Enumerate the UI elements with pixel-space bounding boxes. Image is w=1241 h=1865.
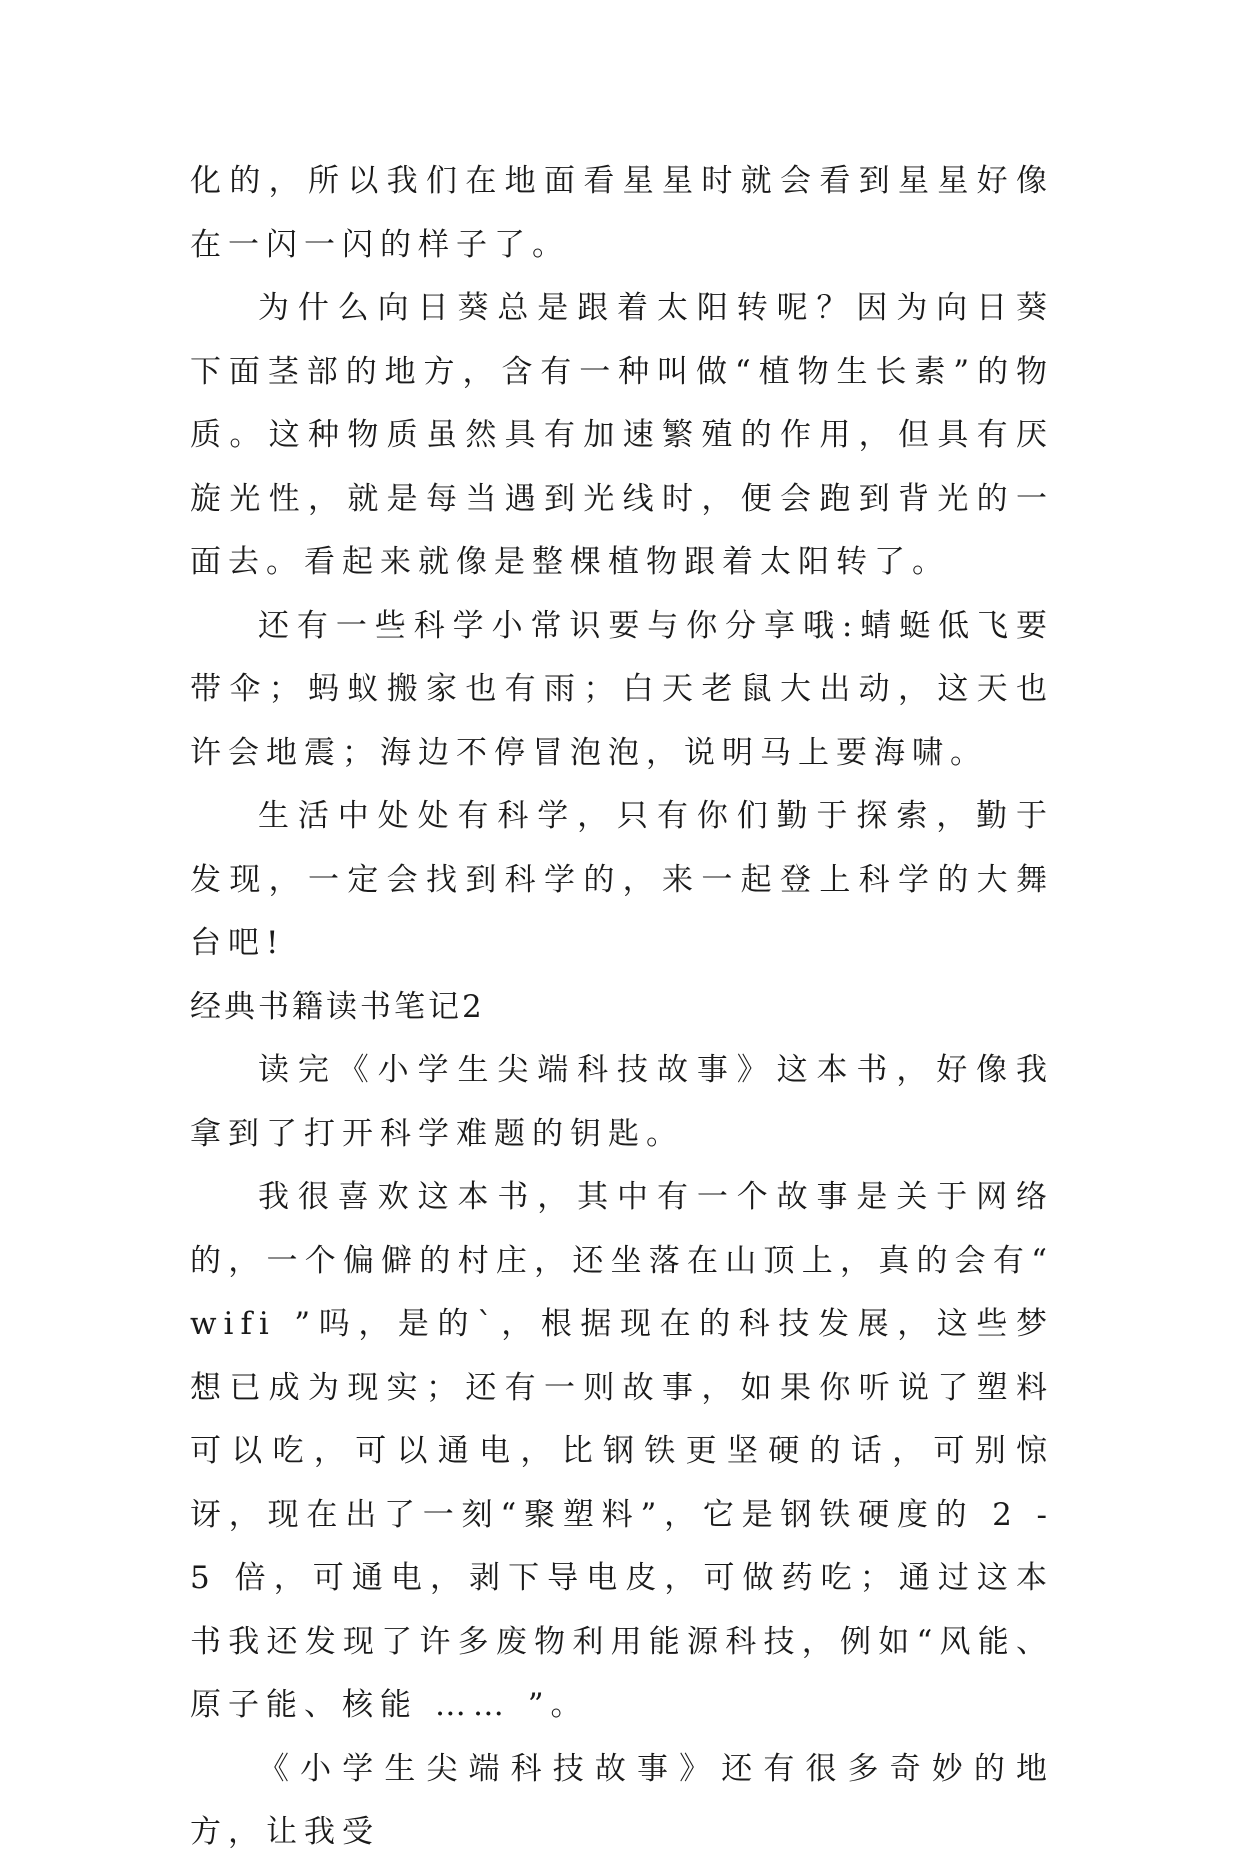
paragraph: 读完《小学生尖端科技故事》这本书，好像我拿到了打开科学难题的钥匙。 (190, 1052, 1054, 1152)
document-body (190, 150, 1054, 1865)
section-heading: 经典书籍读书笔记2 (190, 988, 485, 1025)
paragraph: 还有一些科学小常识要与你分享哦:蜻蜓低飞要带伞；蚂蚁搬家也有雨；白天老鼠大出动，这天也许会地震；海边不停冒泡泡，说明马上要海啸。 (190, 607, 1054, 771)
paragraph: 《小学生尖端科技故事》还有很多奇妙的地方，让我受 (190, 1750, 1054, 1850)
paragraph: 生活中处处有科学，只有你们勤于探索，勤于发现，一定会找到科学的，来一起登上科学的大舞台吧! (190, 798, 1054, 961)
paragraph: 为什么向日葵总是跟着太阳转呢？因为向日葵下面茎部的地方，含有一种叫做“植物生长素”的物质。这种物质虽然具有加速繁殖的作用，但具有厌旋光性，就是每当遇到光线时，便会跑到背光的一面去。看起来就像是整棵植物跟着太阳转了。 (190, 290, 1054, 580)
paragraph: 我很喜欢这本书，其中有一个故事是关于网络的，一个偏僻的村庄，还坐落在山顶上，真的会有“ wifi ”吗，是的`，根据现在的科技发展，这些梦想已成为现实；还有一则故事，如果你听说了塑料可以吃，可以通电，比钢铁更坚硬的话，可别惊讶，现在出了一刻“聚塑料”，它是钢铁硬度的 2 - 5 倍，可通电，剥下导电皮，可做药吃；通过这本书我还发现了许多废物利用能源科技，例如“风能、原子能、核能 …… ”。 (190, 1179, 1054, 1723)
paragraph: 化的，所以我们在地面看星星时就会看到星星好像在一闪一闪的样子了。 (190, 163, 1054, 263)
